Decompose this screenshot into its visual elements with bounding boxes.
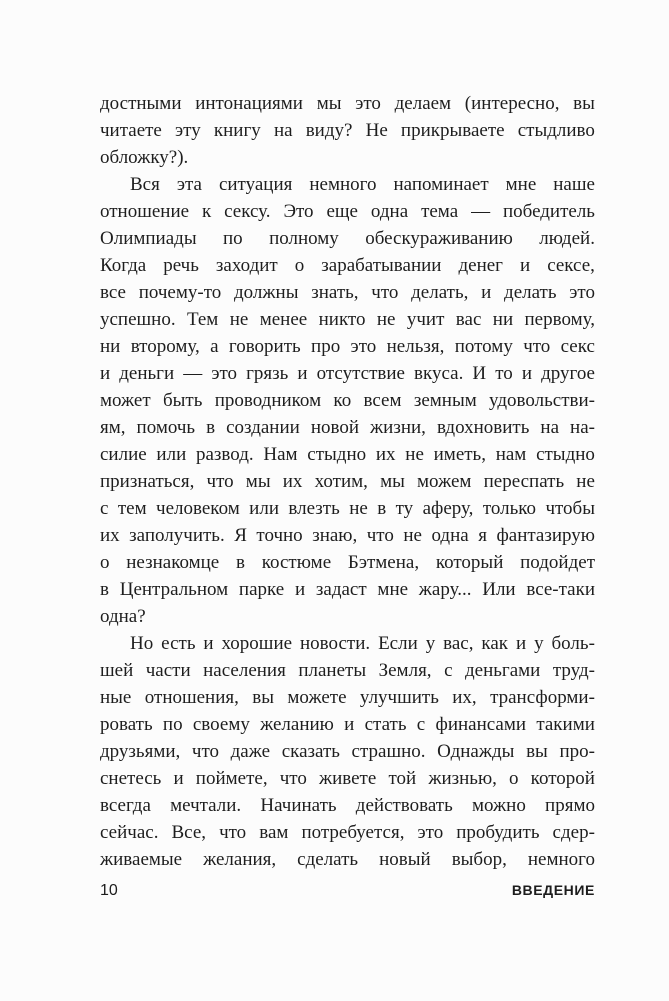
running-head-section-title: ВВЕДЕНИЕ [511,882,595,898]
text-line: читаете эту книгу на виду? Не прикрываете стыдливо [100,120,595,141]
text-line: Когда речь заходит о зарабатывании денег и сексе, [100,255,595,276]
text-line: в Центральном парке и задаст мне жару... Или все-таки [100,579,595,600]
text-line: одна? [100,606,146,627]
text-line: Олимпиады по полному обескураживанию людей. [100,228,595,249]
text-line: о незнакомце в костюме Бэтмена, который подойдет [100,552,595,573]
text-line: их заполучить. Я точно знаю, что не одна я фантазирую [100,525,595,546]
text-line: ни второму, а говорить про это нельзя, потому что секс [100,336,595,357]
text-line: и деньги — это грязь и отсутствие вкуса. И то и другое [100,363,595,384]
text-line: всегда мечтали. Начинать действовать можно прямо [100,795,595,816]
text-line: сейчас. Все, что вам потребуется, это пробудить сдер- [100,822,595,843]
text-line: отношение к сексу. Это еще одна тема — победитель [100,201,595,222]
text-line: ям, помочь в создании новой жизни, вдохновить на на- [100,417,595,438]
text-line: с тем человеком или влезть не в ту аферу, только чтобы [100,498,595,519]
text-line: может быть проводником ко всем земным удовольстви- [100,390,595,411]
text-line: снетесь и поймете, что живете той жизнью, о которой [100,768,595,789]
page-number: 10 [100,882,118,899]
body-text [100,90,595,873]
text-line: друзьями, что даже сказать страшно. Однажды вы про- [100,741,595,762]
text-line: живаемые желания, сделать новый выбор, немного [100,849,595,870]
page-footer [100,880,595,901]
text-line: Вся эта ситуация немного напоминает мне наше [130,174,595,195]
text-line: достными интонациями мы это делаем (интересно, вы [100,93,595,114]
text-line: ные отношения, вы можете улучшить их, трансформи- [100,687,595,708]
text-line: успешно. Тем не менее никто не учит вас ни первому, [100,309,595,330]
text-line: обложку?). [100,147,189,168]
text-line: Но есть и хорошие новости. Если у вас, как и у боль- [130,633,595,654]
text-line: шей части населения планеты Земля, с деньгами труд- [100,660,595,681]
text-line: все почему-то должны знать, что делать, и делать это [100,282,595,303]
text-line: силие или развод. Нам стыдно их не иметь, нам стыдно [100,444,595,465]
text-line: признаться, что мы их хотим, мы можем переспать не [100,471,595,492]
text-line: ровать по своему желанию и стать с финансами такими [100,714,595,735]
